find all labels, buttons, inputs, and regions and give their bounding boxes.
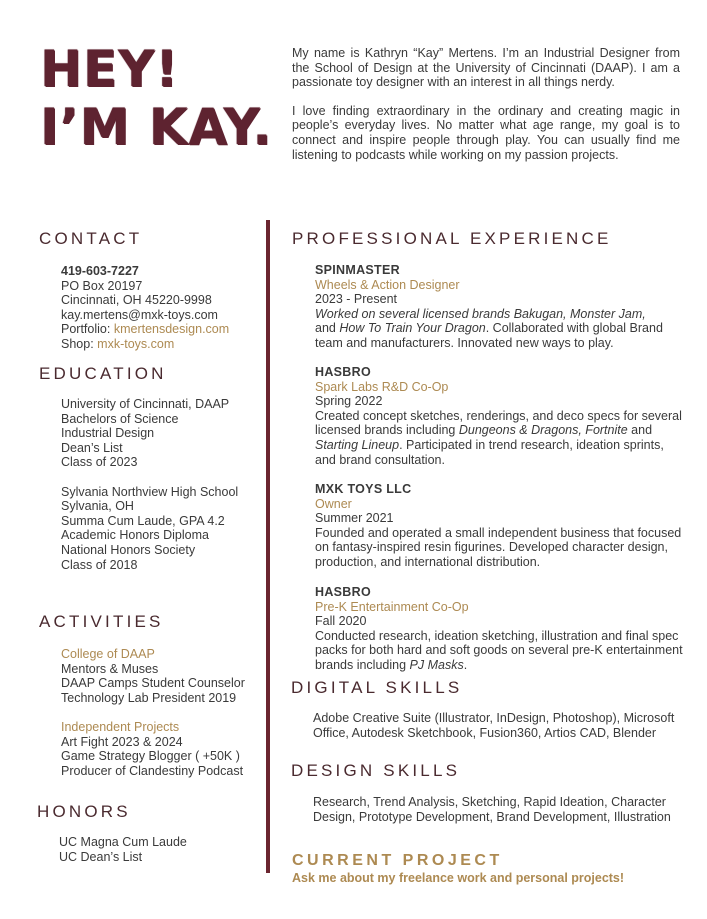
activities-heading: ACTIVITIES [39, 612, 164, 631]
job-description: Founded and operated a small independent business that focused on fantasy-inspired resin figurines. Developed character design, production, and international distribution. [315, 525, 682, 569]
job-desc-part: and [315, 321, 340, 336]
job-entry [315, 482, 685, 570]
job-desc-part: and [627, 423, 653, 438]
job-role: Wheels & Action Designer [315, 277, 460, 292]
job-desc-part: . [463, 657, 468, 672]
contact-heading: CONTACT [39, 229, 143, 248]
activity-item: Technology Lab President 2019 [61, 690, 237, 705]
contact-portfolio [61, 322, 229, 337]
design-skills-heading: DESIGN SKILLS [291, 761, 461, 780]
education-item: Sylvania, OH [61, 499, 134, 514]
education-item: University of Cincinnati, DAAP [61, 397, 230, 411]
contact-email[interactable]: kay.mertens@mxk-toys.com [61, 307, 218, 322]
job-entry [315, 263, 685, 351]
job-entry [315, 585, 685, 673]
job-description [315, 629, 683, 672]
digital-skills-text: Adobe Creative Suite (Illustrator, InDesign, Photoshop), Microsoft Office, Autodesk Sketchbook, Fusion360, Artios CAD, Blender [313, 711, 675, 740]
contact-phone: 419-603-7227 [61, 264, 139, 278]
activity-item: Mentors & Muses [61, 661, 159, 676]
honors-block [59, 835, 187, 864]
intro-paragraph-2: I love finding extraordinary in the ordinary and creating magic in people’s everyday lives. No matter what age range, my goal is to connect and inspire people through play. You can usually find me listening to podcasts while working on my passion projects. [292, 103, 680, 162]
hero-line-1: HEY! [40, 40, 180, 98]
education-item: Class of 2023 [61, 455, 138, 470]
activities-group-title: College of DAAP [61, 647, 155, 661]
job-description-line: Worked on several licensed brands Bakugan, Monster Jam, [315, 306, 646, 321]
job-desc-brand: Starting Lineup [315, 437, 400, 452]
job-role: Owner [315, 496, 352, 511]
job-role: Spark Labs R&D Co-Op [315, 379, 449, 394]
education-item: Summa Cum Laude, GPA 4.2 [61, 513, 225, 528]
job-role: Pre-K Entertainment Co-Op [315, 599, 469, 614]
portfolio-link[interactable]: kmertensdesign.com [113, 322, 230, 337]
job-desc-part: . Collaborated with global Brand team and manufacturers. Innovated new ways to play. [315, 321, 663, 350]
column-divider [266, 220, 270, 873]
digital-skills-heading: DIGITAL SKILLS [291, 678, 463, 697]
hero-heading [40, 40, 272, 156]
current-project-heading: CURRENT PROJECT [292, 852, 503, 869]
job-desc-brand: How To Train Your Dragon [339, 321, 486, 336]
job-desc-part: . Participated in trend research, ideation sprints, and brand consultation. [315, 437, 664, 467]
current-project-text: Ask me about my freelance work and personal projects! [292, 871, 625, 885]
job-company: MXK TOYS LLC [315, 482, 412, 496]
job-desc-brand: Dungeons & Dragons, Fortnite [458, 423, 628, 438]
education-item: National Honors Society [61, 542, 196, 557]
activity-item: DAAP Camps Student Counselor [61, 676, 245, 691]
job-dates: Spring 2022 [315, 394, 383, 409]
intro-text [292, 46, 680, 176]
education-item: Industrial Design [61, 426, 155, 441]
education-item: Bachelors of Science [61, 411, 179, 426]
contact-city: Cincinnati, OH 45220-9998 [61, 293, 212, 308]
portfolio-label: Portfolio: [61, 322, 111, 337]
job-desc-brand: PJ Masks [409, 657, 464, 672]
education-block [61, 397, 238, 572]
education-item: Dean’s List [61, 440, 123, 455]
job-desc-part: Created concept sketches, renderings, and deco specs for several licensed brands including [315, 408, 682, 438]
contact-shop [61, 337, 229, 352]
hero-line-2: I’M KAY. [40, 98, 273, 156]
activities-block [61, 647, 245, 778]
honors-heading: HONORS [37, 802, 131, 821]
job-company: HASBRO [315, 585, 371, 599]
honor-item: UC Magna Cum Laude [59, 835, 187, 849]
education-item: Sylvania Northview High School [61, 484, 239, 499]
activity-item: Producer of Clandestiny Podcast [61, 763, 244, 778]
job-company: HASBRO [315, 365, 371, 379]
activity-item: Game Strategy Blogger ( +50K ) [61, 749, 240, 764]
education-heading: EDUCATION [39, 364, 167, 383]
education-item: Class of 2018 [61, 557, 138, 572]
job-entry [315, 365, 685, 467]
job-dates: Summer 2021 [315, 511, 394, 526]
job-company: SPINMASTER [315, 263, 400, 277]
shop-link[interactable]: mxk-toys.com [97, 336, 175, 351]
contact-block [61, 264, 229, 352]
shop-label: Shop: [61, 336, 94, 351]
intro-paragraph-1: My name is Kathryn “Kay” Mertens. I’m an Industrial Designer from the School of Design at the University of Cincinnati (DAAP). I am a passionate toy designer with an interest in all things nerdy. [292, 46, 680, 90]
job-description [315, 409, 682, 467]
activity-item: Art Fight 2023 & 2024 [61, 734, 183, 749]
job-description [315, 321, 663, 350]
experience-heading: PROFESSIONAL EXPERIENCE [292, 229, 612, 248]
contact-po-box: PO Box 20197 [61, 278, 143, 293]
job-desc-part: Conducted research, ideation sketching, illustration and final spec packs for both hard and soft goods on several pre-K entertainment brands including [315, 628, 683, 672]
honor-item: UC Dean’s List [59, 849, 143, 864]
job-dates: 2023 - Present [315, 292, 397, 307]
job-dates: Fall 2020 [315, 614, 367, 629]
activities-group-title: Independent Projects [61, 719, 180, 734]
education-item: Academic Honors Diploma [61, 528, 209, 543]
design-skills-text: Research, Trend Analysis, Sketching, Rapid Ideation, Character Design, Prototype Development, Brand Development, Illustration [313, 795, 671, 824]
